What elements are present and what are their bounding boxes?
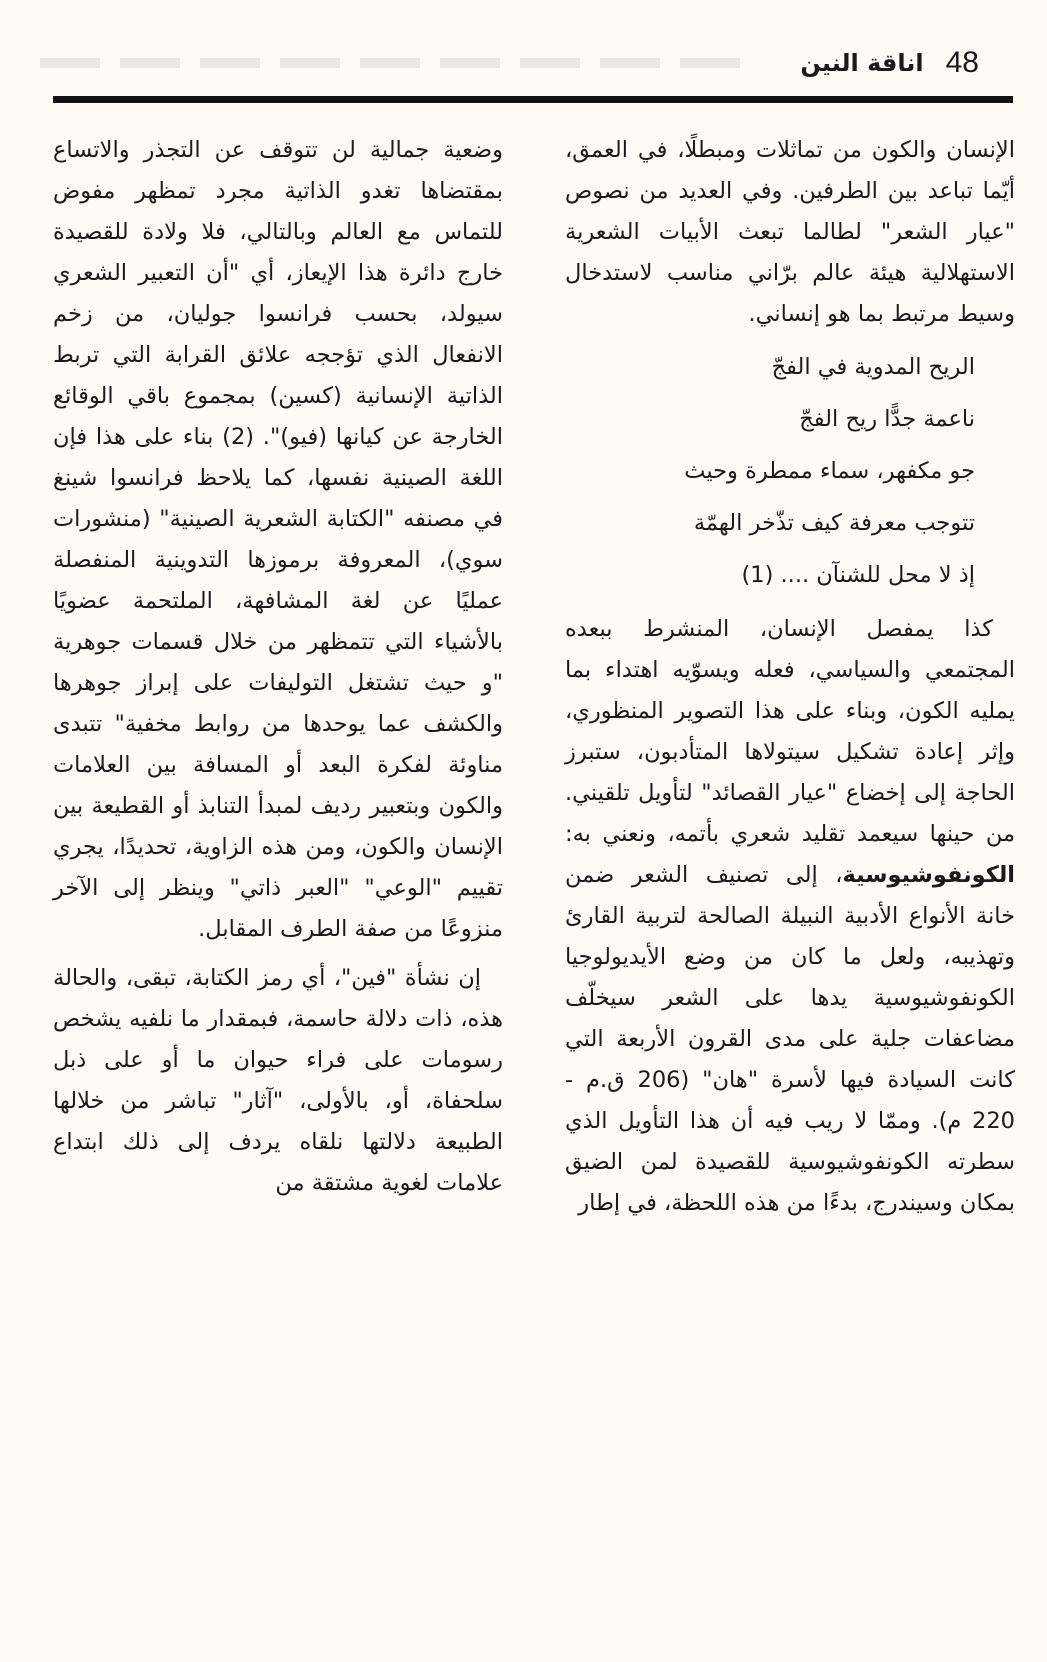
poem-line: الريح المدوية في الفجّ: [771, 354, 975, 380]
page-number: 48: [945, 46, 979, 79]
paragraph: إن نشأة "فين"، أي رمز الكتابة، تبقى، والحالة هذه، ذات دلالة حاسمة، فبمقدار ما نلفيه يشخص رسومات على فراء حيوان ما أو على ذبل سلحفاة، أو، بالأولى، "آثار" تباشر من خلالها الطبيعة دلالتها نلقاه يردف إلى ذلك ابتداع علامات لغوية مشتقة من: [53, 965, 503, 1196]
paragraph: الإنسان والكون من تماثلات ومبطلًا، في العمق، أيّما تباعد بين الطرفين. وفي العديد من نصوص "عيار الشعر" لطالما تبعث الأبيات الشعرية الاستهلالية هيئة عالم برّاني مناسب لاستدخال وسيط مرتبط بما هو إنساني.: [565, 137, 1015, 327]
right-column: [565, 130, 1015, 1630]
header-rule: [53, 96, 1013, 103]
paragraph-text: ، إلى تصنيف الشعر ضمن خانة الأنواع الأدبية النبيلة الصالحة لتربية القارئ وتهذيبه، ولعل ما كان من وضع الأيديولوجيا الكونفوشيوسية يدها على الشعر سيخلّف مضاعفات جلية على مدى القرون الأربعة التي كانت السيادة فيها لأسرة "هان" (206 ق.م - 220 م). وممّا لا ريب فيه أن هذا التأويل الذي سطرته الكونفوشيوسية للقصيدة لمن الضيق بمكان وسيندرج، بدءًا من هذه اللحظة، في إطار: [565, 862, 1015, 1216]
paragraph: [565, 609, 1015, 1224]
poem-line: جو مكفهر، سماء ممطرة وحيث: [684, 458, 975, 484]
poem-line: إذ لا محل للشنآن .... (1): [741, 562, 975, 588]
poem-line: تتوجب معرفة كيف تذّخر الهمّة: [693, 510, 975, 536]
paragraph-text: كذا يمفصل الإنسان، المنشرط ببعده المجتمعي والسياسي، فعله ويسوّيه اهتداء بما يمليه الكون، وبناء على هذا التصوير المنظوري، وإثر إعادة تشكيل سيتولاها المتأدبون، ستبرز الحاجة إلى إخضاع "عيار القصائد" لتأويل تلقيني. من حينها سيعمد تقليد شعري بأتمه، ونعني به:: [565, 616, 1015, 847]
bold-term: الكونفوشيوسية: [842, 862, 1015, 888]
poem-line: ناعمة جدًّا ريح الفجّ: [799, 406, 975, 432]
article-body: [53, 130, 1015, 1630]
left-column: [53, 130, 503, 1630]
magazine-title: اناقة النين: [800, 49, 924, 77]
faded-running-header: [20, 58, 740, 68]
paragraph: وضعية جمالية لن تتوقف عن التجذر والاتساع بمقتضاها تغدو الذاتية مجرد تمظهر مفوض للتماس مع العالم وبالتالي، فلا ولادة للقصيدة خارج دائرة هذا الإيعاز، أي "أن التعبير الشعري سيولد، بحسب فرانسوا جوليان، من زخم الانفعال الذي تؤججه علائق القرابة التي تربط الذاتية الإنسانية (كسين) بمجموع باقي الوقائع الخارجة عن كيانها (فيو)". (2) بناء على هذا فإن اللغة الصينية نفسها، كما يلاحظ فرانسوا شينغ في مصنفه "الكتابة الشعرية الصينية" (منشورات سوي)، المعروفة برموزها التدوينية المنفصلة عمليًا عن لغة المشافهة، الملتحمة عضويًا بالأشياء التي تتمظهر من خلال قسمات جوهرية "و حيث تشتغل التوليفات على إبراز جوهرها والكشف عما يوحدها من روابط مخفية" تتبدى مناوئة لفكرة البعد أو المسافة بين العلامات والكون وبتعبير رديف لمبدأ التنابذ أو القطيعة بين الإنسان والكون، ومن هذه الزاوية، تحديدًا، يجري تقييم "الوعي" "العبر ذاتي" وينظر إلى الآخر منزوعًا من صفة الطرف المقابل.: [53, 137, 503, 942]
page-header: [0, 38, 979, 88]
poem-excerpt: [565, 341, 975, 601]
